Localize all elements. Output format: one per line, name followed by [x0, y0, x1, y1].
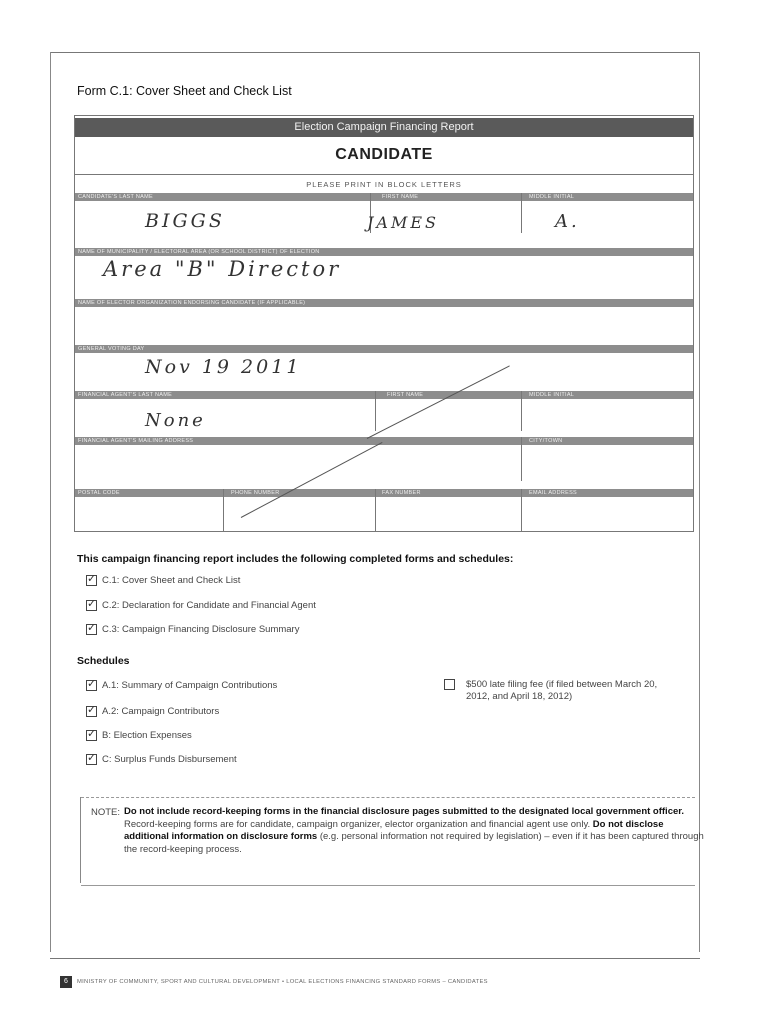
divider — [375, 391, 376, 431]
divider — [75, 174, 693, 175]
agent-name-label-band — [75, 391, 693, 399]
checklist-item-label: C.3: Campaign Financing Disclosure Summary — [102, 624, 300, 635]
schedule-item-label: C: Surplus Funds Disbursement — [102, 754, 237, 765]
checklist-item-label: C.2: Declaration for Candidate and Financial Agent — [102, 600, 316, 611]
note-text: Record-keeping forms are for candidate, campaign organizer, elector organization and financial agent use only. — [124, 818, 593, 830]
agent-first-name-label: FIRST NAME — [387, 392, 424, 398]
check-mark-icon: ✓ — [87, 704, 97, 716]
page-top-rule — [50, 52, 700, 53]
schedule-item[interactable] — [86, 680, 277, 691]
check-mark-icon: ✓ — [87, 752, 97, 764]
fax-number-label: FAX NUMBER — [382, 490, 421, 496]
check-mark-icon: ✓ — [87, 622, 97, 634]
city-town-field[interactable] — [525, 447, 689, 479]
candidate-last-name-label: CANDIDATE'S LAST NAME — [78, 194, 153, 200]
late-fee-option[interactable] — [444, 679, 658, 702]
candidate-heading: CANDIDATE — [335, 146, 433, 163]
checkbox[interactable] — [86, 624, 97, 635]
first-name-label: FIRST NAME — [382, 194, 419, 200]
check-mark-icon: ✓ — [87, 598, 97, 610]
checkbox[interactable] — [86, 600, 97, 611]
postal-code-field[interactable] — [79, 499, 219, 529]
first-name-field[interactable]: JAMES — [367, 213, 439, 232]
checklist-intro: This campaign financing report includes the following completed forms and schedules: — [77, 553, 514, 565]
email-address-field[interactable] — [525, 499, 689, 529]
page-bottom-rule — [50, 958, 700, 959]
divider — [521, 193, 522, 233]
checklist-item[interactable] — [86, 600, 316, 611]
checkbox[interactable] — [86, 730, 97, 741]
schedule-item[interactable] — [86, 730, 192, 741]
divider — [375, 489, 376, 531]
candidate-last-name-field[interactable]: BIGGS — [145, 210, 225, 232]
note-label: NOTE: — [91, 807, 121, 818]
checkbox[interactable] — [86, 575, 97, 586]
divider — [223, 489, 224, 531]
middle-initial-label: MIDDLE INITIAL — [529, 194, 575, 200]
schedules-heading: Schedules — [77, 655, 130, 667]
agent-middle-initial-field[interactable] — [525, 401, 689, 429]
contact-label-band — [75, 489, 693, 497]
schedule-item-label: A.2: Campaign Contributors — [102, 706, 220, 717]
note-body — [124, 806, 704, 856]
phone-number-label: PHONE NUMBER — [231, 490, 280, 496]
electoral-area-label-band — [75, 248, 693, 256]
voting-day-label: GENERAL VOTING DAY — [78, 346, 145, 352]
schedule-item[interactable] — [86, 706, 219, 717]
agent-middle-initial-label: MIDDLE INITIAL — [529, 392, 575, 398]
checkbox[interactable] — [444, 679, 455, 690]
report-banner: Election Campaign Financing Report — [75, 118, 693, 137]
voting-day-label-band — [75, 345, 693, 353]
check-mark-icon: ✓ — [87, 573, 97, 585]
postal-code-label: POSTAL CODE — [78, 490, 120, 496]
electoral-area-field[interactable]: Area "B" Director — [103, 257, 342, 281]
checklist-item-label: C.1: Cover Sheet and Check List — [102, 575, 241, 586]
candidate-form — [74, 115, 694, 532]
note-bold-text: Do not include record-keeping forms in the financial disclosure pages submitted to the designated local government officer. — [124, 806, 685, 817]
schedule-item-label: A.1: Summary of Campaign Contributions — [102, 680, 278, 691]
note-box — [80, 797, 704, 883]
footer-text: MINISTRY OF COMMUNITY, SPORT AND CULTURAL DEVELOPMENT • LOCAL ELECTIONS FINANCING STANDARD FORMS – CANDIDATES — [77, 979, 488, 985]
agent-first-name-field[interactable] — [379, 401, 517, 429]
agent-last-name-field[interactable]: None — [145, 410, 206, 431]
divider — [521, 437, 522, 481]
divider — [81, 797, 695, 798]
late-fee-label: $500 late filing fee (if filed between March 20, 2012, and April 18, 2012) — [466, 679, 658, 702]
agent-last-name-label: FINANCIAL AGENT'S LAST NAME — [78, 392, 173, 398]
page-number: 6 — [60, 976, 72, 988]
divider — [521, 391, 522, 431]
checkbox[interactable] — [86, 706, 97, 717]
checkbox[interactable] — [86, 680, 97, 691]
email-address-label: EMAIL ADDRESS — [529, 490, 578, 496]
schedule-item[interactable] — [86, 754, 237, 765]
check-mark-icon: ✓ — [87, 728, 97, 740]
schedule-item-label: B: Election Expenses — [102, 730, 192, 741]
divider — [81, 885, 695, 886]
elector-org-field[interactable] — [79, 309, 689, 341]
middle-initial-field[interactable]: A. — [555, 211, 580, 232]
note-bold-text: Do not disclose additional information on disclosure forms — [124, 818, 664, 842]
voting-day-field[interactable]: Nov 19 2011 — [145, 356, 302, 378]
name-label-band — [75, 193, 693, 201]
fax-number-field[interactable] — [379, 499, 517, 529]
elector-org-label: NAME OF ELECTOR ORGANIZATION ENDORSING CANDIDATE (IF APPLICABLE) — [78, 300, 306, 306]
checklist-item[interactable] — [86, 624, 299, 635]
block-letters-note: PLEASE PRINT IN BLOCK LETTERS — [306, 180, 462, 189]
page-left-rule — [50, 52, 51, 952]
divider — [521, 489, 522, 531]
check-mark-icon: ✓ — [87, 678, 97, 690]
agent-address-field[interactable] — [79, 447, 517, 479]
city-town-label: CITY/TOWN — [529, 438, 563, 444]
agent-address-label-band — [75, 437, 693, 445]
checklist-item[interactable] — [86, 575, 240, 586]
elector-org-label-band — [75, 299, 693, 307]
checkbox[interactable] — [86, 754, 97, 765]
agent-address-label: FINANCIAL AGENT'S MAILING ADDRESS — [78, 438, 194, 444]
electoral-area-label: NAME OF MUNICIPALITY / ELECTORAL AREA (OR SCHOOL DISTRICT) OF ELECTION — [78, 249, 320, 255]
note-text: (e.g. personal information not required by legislation) – even if it has been captured through the record-keeping process. — [124, 831, 704, 855]
form-title: Form C.1: Cover Sheet and Check List — [77, 84, 292, 98]
